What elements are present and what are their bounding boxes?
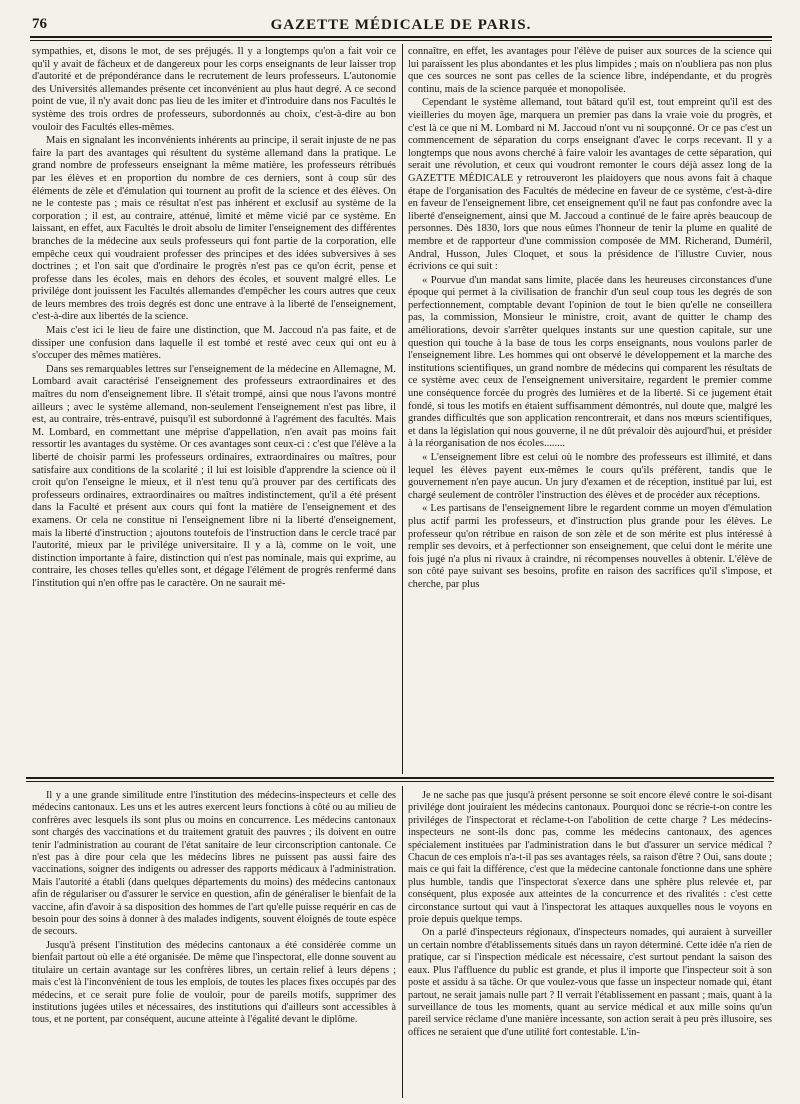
paragraph: connaître, en effet, les avantages pour l'élève de puiser aux sources de la science qui lui paraissent les plus abondantes et les plus limpides ; mais on n'oubliera pas non plus que ces sources ne sont pas celles de la science libre, indépendante, et du progrès continu, mais de la science parquée et monopolisée.: [408, 46, 772, 95]
top-left-column: [32, 46, 396, 772]
paragraph: Jusqu'à présent l'institution des médecins cantonaux a été considérée comme un bienfait partout où elle a été organisée. De même que l'inspectorat, elle donne souvent au titulaire un certain avantage sur les confrères libres, un certain relief à leurs dépens ; mais c'est là l'inconvénient de tous les emplois, de toutes les places fixes occupés par des médecins, et ce serait pure folie de vouloir, pour de pareils motifs, supprimer des institutions jugées utiles et nécessaires, des institutions qui d'ailleurs sont accessibles à tous, et ne portent, par conséquent, aucune atteinte à l'égalité devant le diplôme.: [32, 939, 396, 1026]
paragraph: On a parlé d'inspecteurs régionaux, d'inspecteurs nomades, qui auraient à surveiller un certain nombre d'établissements situés dans un rayon déterminé. Cette idée n'a rien de pratique, car si l'inspection médicale est nécessaire, c'est surtout pendant la saison des eaux. Plus l'affluence du public est grande, et plus il importe que l'inspecteur soit à son poste et assidu à sa tâche. Or que voulez-vous que fasse un inspecteur nomade qui, étant partout, ne serait jamais nulle part ? Il verrait l'établissement en passant ; mais, quant à la surveillance de tous les moments, quant au service médical et aux mille soins qu'un pareil service réclame d'une manière incessante, son action serait à peu près illusoire, ses offices ne seraient que d'une utilité fort contestable. L'in-: [408, 927, 772, 1038]
paragraph: sympathies, et, disons le mot, de ses préjugés. Il y a longtemps qu'on a fait voir ce qu'il y avait de fâcheux et de dangereux pour les corps enseignants de leur laisser trop d'autorité et de prépondérance dans le recrutement de leurs professeurs. L'autonomie des Universités allemandes présente cet inconvénient au plus haut degré. A ce second point de vue, il n'y avait donc pas lieu de les imiter et d'introduire dans nos Facultés le système des trois ordres de professeurs, subordonnés au choix, c'est-à-dire au bon vouloir des Facultés elles-mêmes.: [32, 46, 396, 133]
header-rule: [30, 40, 772, 41]
paragraph: Mais en signalant les inconvénients inhérents au principe, il serait injuste de ne pas faire la part des avantages qui résultent du système allemand dans la pratique. Le grand nombre de professeurs enseignant la même matière, les professeurs rétribués par les élèves et en proportion du nombre de ces derniers, sont à coup sûr des éléments de zèle et d'émulation qui tournent au profit de la science et des élèves. On ne le conteste pas ; mais ce résultat n'est pas inhérent et exclusif au système de la corporation ; il est, au contraire, atténué, limité et même vicié par ce système. En laissant, en effet, aux Facultés le droit absolu de limiter l'enseignement des différentes branches de la médecine aux seuls professeurs qui font partie de la corporation, elle empêche ceux qui voudraient professer des principes et des idées subversives à ses doctrines ; et l'on sait que d'ordinaire le progrès n'est pas ce qu'on écrit, pense et professe dans les écoles, mais en dehors des écoles, et souvent malgré elles. Le privilége dont jouissent les Facultés allemandes d'empêcher les cours autres que ceux de leurs membres des trois degrés est donc une entrave à la liberté de l'enseignement, c'est-à-dire aux libertés de la science.: [32, 135, 396, 323]
page-header: [30, 14, 772, 38]
bottom-right-column: [408, 790, 772, 1096]
paragraph: Il y a une grande similitude entre l'institution des médecins-inspecteurs et celle des médecins cantonaux. Les uns et les autres exercent leurs fonctions à côté ou au milieu de confrères avec lesquels ils sont plus ou moins en concurrence. Les médecins cantonaux sont chargés des vaccinations et du traitement gratuit des pauvres ; ils doivent en outre tenir l'administration au courant de l'état sanitaire de leur circonscription cantonale. Ce n'est pas à dire pour cela que les médecins libres ne puissent pas aussi faire des vaccinations, soigner des indigents ou adresser des rapports médicaux à l'administration. Mais l'autorité a établi (dans quelques départements du moins) des médecins cantonaux afin de régulariser ou d'assurer le service en question, afin de généraliser le bienfait de la vaccine, afin d'avoir à sa disposition des hommes de l'art qu'elle puisse requérir en cas de besoin pour des soins à donner à des malades indigents, souvent éloignés de toute espèce de secours.: [32, 790, 396, 938]
paragraph: Dans ses remarquables lettres sur l'enseignement de la médecine en Allemagne, M. Lombard avait caractérisé l'enseignement des professeurs extraordinaires et des maîtres du nom d'enseignement libre. Il s'était trompé, ainsi que nous l'avons montré ailleurs ; avec le système allemand, non-seulement l'enseignement n'est pas libre, il est, au contraire, très-entravé, puisqu'il est subordonné à l'agrément des facultés. Mais M. Lombard, en commettant une méprise d'appellation, n'en avait pas moins fait ressortir les avantages du système. Or ces avantages sont ceux-ci : c'est que l'élève a la liberté de choisir parmi les professeurs ordinaires, extraordinaires ou maîtres, pour satisfaire aux conditions de la scolarité ; il lui est loisible d'apprendre la science où il croit qu'on l'enseigne le mieux, et il n'est tenu qu'à prouver par des certificats des professeurs ordinaires, extraordinaires ou maîtres indistinctement, qu'il a été présent dans la Faculté et présent aux cours qui font la matière de l'enseignement et des examens. Or cela ne constitue ni l'enseignement libre ni la liberté d'enseignement, mais la liberté d'instruction ; ajoutons toutefois de l'instruction dans le cercle tracé par l'autorité, mieux par le privilége universitaire. Il y a là, comme on le voit, une distinction importante à faire, distinction qui n'est pas nominale, mais qui exprime, au contraire, les choses telles qu'elles sont, et dégage l'élément de progrès renfermé dans l'institution qui n'en offre pas le caractère. On ne saurait mé-: [32, 363, 396, 589]
quote-paragraph: « L'enseignement libre est celui où le nombre des professeurs est illimité, et dans lequel les élèves payent eux-mêmes le cours qu'ils préfèrent, tandis que le gouvernement n'en paye aucun. Un jury d'examen et de réception, institué par lui, est chargé seulement de contrôler l'instruction des élèves et de procéder aux réceptions.: [408, 452, 772, 501]
column-divider: [402, 44, 403, 774]
journal-title: GAZETTE MÉDICALE DE PARIS.: [270, 16, 532, 33]
paragraph: Mais c'est ici le lieu de faire une distinction, que M. Jaccoud n'a pas faite, et de dissiper une confusion dans laquelle il est tombé et resté avec ceux qui ont eu à s'occuper des mêmes matières.: [32, 325, 396, 362]
section-rule-thin: [26, 781, 774, 782]
section-rule: [26, 777, 774, 779]
quote-paragraph: « Les partisans de l'enseignement libre le regardent comme un moyen d'émulation plus actif parmi les professeurs, et d'instruction plus grande pour les élèves. Le professeur qu'on rétribue en raison de son zèle et de son mérite est plus intéressé à remplir ses devoirs, et à perfectionner son enseignement, que celui dont le mérite une fois jugé n'a plus ni rivaux à craindre, ni récompenses nouvelles à obtenir. L'élève de son côté paye suivant ses besoins, profite en raison des sacrifices qu'il s'impose, et cherche, par plus: [408, 503, 772, 590]
paragraph: Cependant le système allemand, tout bâtard qu'il est, tout empreint qu'il est des vieilleries du moyen âge, marquera un premier pas dans la vraie voie du progrès, et c'est là ce que ni M. Lombard ni M. Jaccoud n'ont vu ni soupçonné. Or ce pas c'est un commencement de séparation du corps enseignant d'avec le corps recevant. Il y a longtemps que nous avons cherché à faire valoir les avantages de cette séparation, qui serait une révolution, et ceux qui voudront remonter le cours déjà assez long de la GAZETTE MÉDICALE y retrouveront les plaidoyers que nous avons fait à chaque étape de l'organisation des Facultés de médecine en faveur de ce système, c'est-à-dire en faveur de l'enseignement libre, cet enseignement qu'il ne faut pas confondre avec la liberté d'enseignement, ainsi que M. Jaccoud a continué de le faire après beaucoup de personnes. Dès 1830, lors que nous eûmes l'honneur de tenir la plume en qualité de membre et de rapporteur d'une commission composée de MM. Richerand, Duméril, Andral, Husson, Jules Cloquet, et sous la présidence de l'illustre Cuvier, nous écrivions ce qui suit :: [408, 97, 772, 273]
top-right-column: [408, 46, 772, 772]
column-divider-bottom: [402, 786, 403, 1098]
bottom-left-column: [32, 790, 396, 1096]
page-number: 76: [32, 16, 47, 32]
paragraph: Je ne sache pas que jusqu'à présent personne se soit encore élevé contre le soi-disant privilége dont jouiraient les médecins cantonaux. Pourquoi donc se récrie-t-on contre les priviléges de l'inspectorat et réclame-t-on l'abolition de cette charge ? Les médecins-inspecteurs ne sont-ils donc pas, comme les médecins cantonaux, des agences spécialement instituées par l'administration dans le but d'assurer un service médical ? Chacun de ces emplois n'a-t-il pas ses avantages réels, sa raison d'être ? Oui, sans doute ; mais ce qui fait la différence, c'est que la médecine cantonale fonctionne dans une sphère plus humble, tandis que l'inspectorat s'exerce dans une sphère plus relevée et, par conséquent, plus exposée aux atteintes de la concurrence et des rivalités : c'est cette circonstance surtout qui vaut à l'inspectorat les attaques auxquelles nous le voyons en proie depuis quelque temps.: [408, 790, 772, 926]
quote-paragraph: « Pourvue d'un mandat sans limite, placée dans les heureuses circonstances d'une époque qui permet à la civilisation de franchir d'un seul coup tous les degrés de son perfectionnement, comptable devant l'opinion de tout le bien qu'elle ne conseillera pas, la commission, Monsieur le ministre, croit, avant de quitter le champ des améliorations, devoir s'arrêter quelques instants sur une question capitale, sur une question qui touche à la base de tous les corps enseignants, nous voulons parler de l'enseignement libre. Les hommes qui ont observé le développement et la marche des institutions scientifiques, un grand nombre de médecins qui comparent les résultats de ce système avec ceux de l'enseignement universitaire, regardent le premier comme une conséquence forcée du progrès des lumières et de la liberté. Si ce jugement était fondé, si tous les motifs en étaient suffisamment démontrés, nul doute que, malgré les grandes difficultés que son application rencontrerait, et dans nos mœurs scientifiques, et dans la législation qui nous gouverne, il ne dût prévaloir dès aujourd'hui, et présider à la réorganisation de nos écoles........: [408, 274, 772, 450]
